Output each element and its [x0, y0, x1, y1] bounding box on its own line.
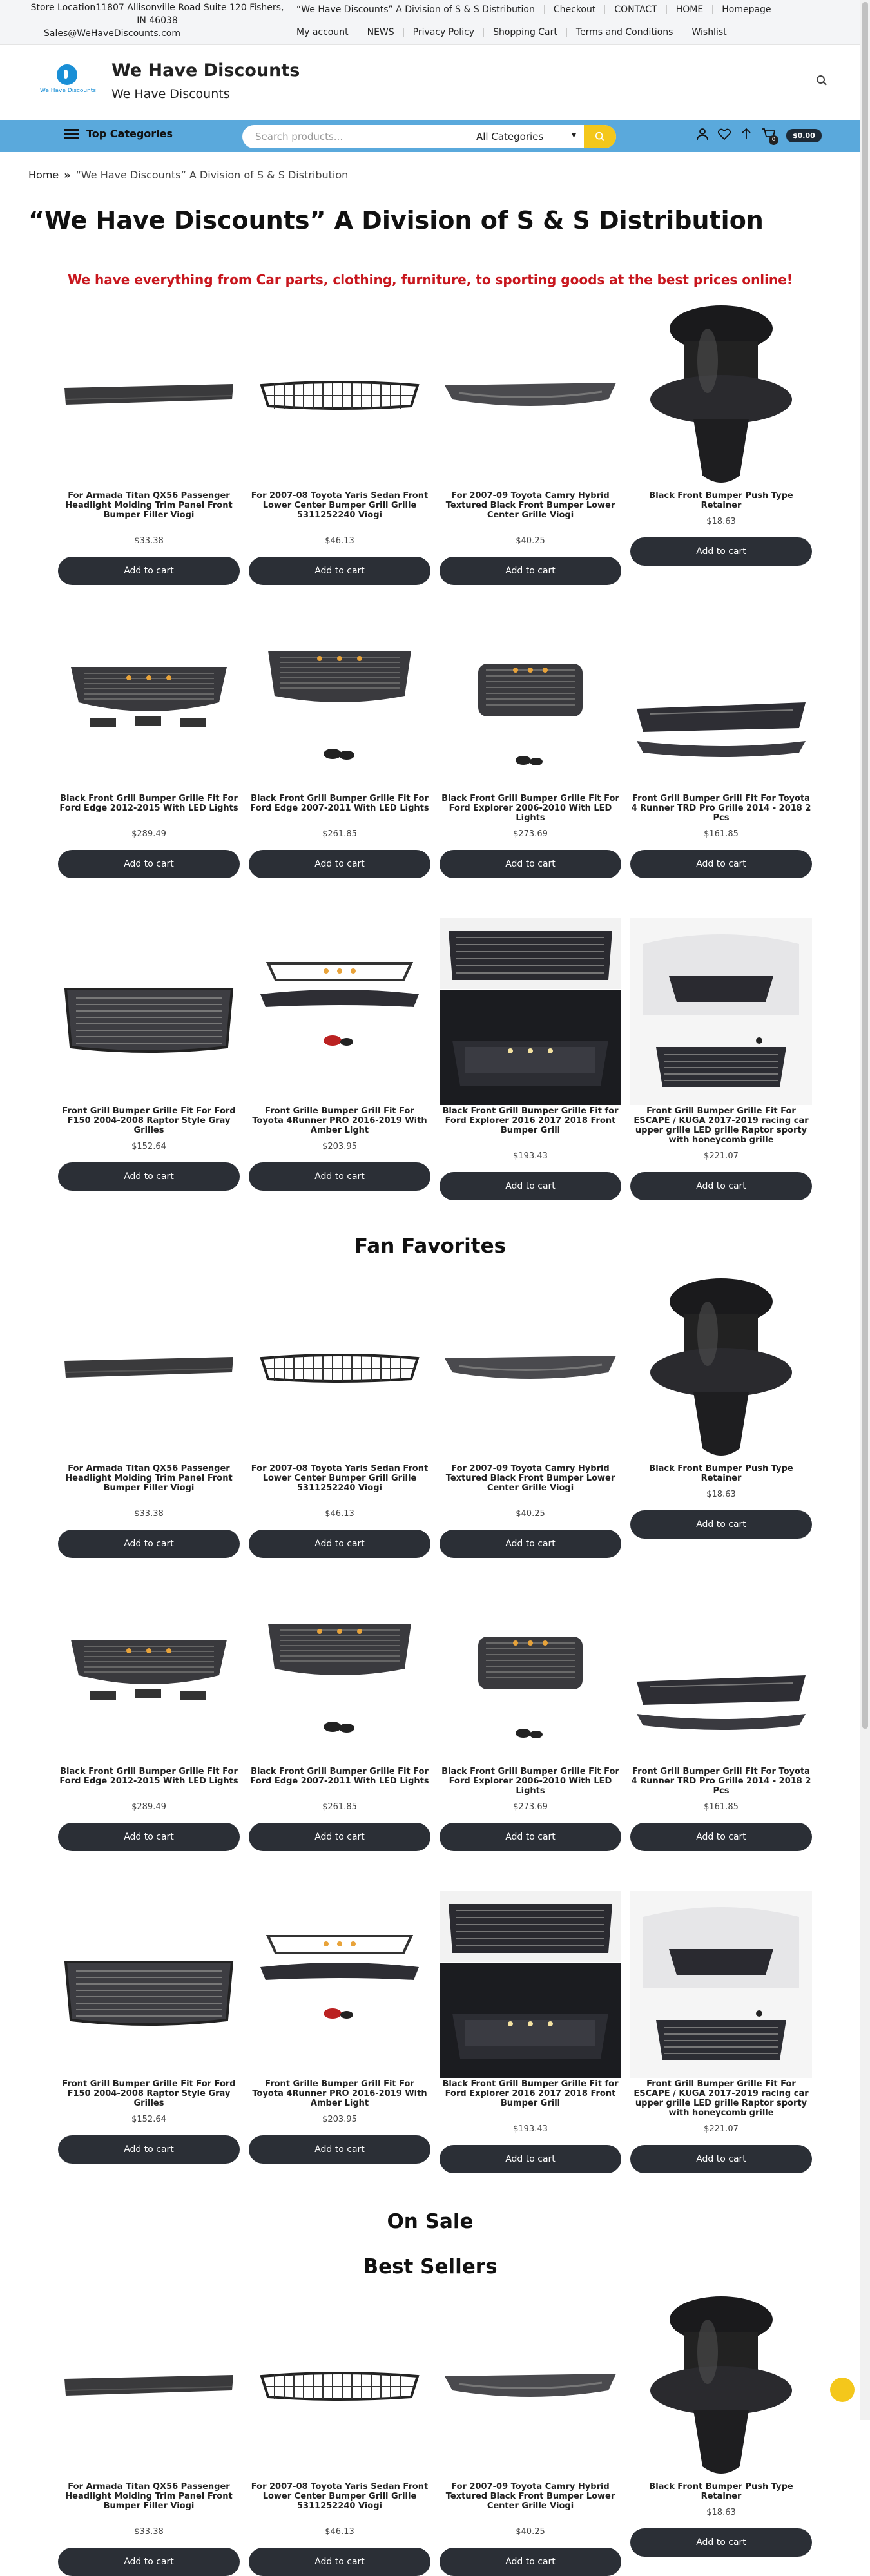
breadcrumb [28, 169, 348, 181]
nav-bar [0, 120, 860, 152]
product-title[interactable]: Front Grill Bumper Grill Fit For Toyota 4 Runner TRD Pro Grille 2014 - 2018 2 Pcs [631, 794, 811, 823]
add-to-cart-button[interactable]: Add to cart [58, 850, 240, 878]
product-image[interactable] [630, 2294, 812, 2481]
product-title[interactable]: Black Front Bumper Push Type Retainer [649, 1464, 793, 1483]
add-to-cart-button[interactable]: Add to cart [58, 2548, 240, 2576]
add-to-cart-button[interactable]: Add to cart [440, 2548, 621, 2576]
menu-icon [64, 129, 79, 139]
add-to-cart-button[interactable]: Add to cart [58, 2135, 240, 2164]
product-price: $46.13 [325, 1509, 354, 1519]
product-price: $46.13 [325, 536, 354, 546]
product-price: $193.43 [513, 1151, 548, 1161]
product-title[interactable]: Black Front Grill Bumper Grille Fit For Ford Edge 2012-2015 With LED Lights [59, 1767, 238, 1786]
product-image[interactable] [440, 303, 621, 490]
add-to-cart-button[interactable]: Add to cart [249, 1162, 430, 1191]
product-title[interactable]: Front Grille Bumper Grill Fit For Toyota 4Runner PRO 2016-2019 With Amber Light [252, 2079, 427, 2108]
site-title[interactable]: We Have Discounts [111, 61, 300, 81]
product-image[interactable] [58, 606, 240, 793]
product-title[interactable]: Black Front Grill Bumper Grille Fit for Ford Explorer 2016 2017 2018 Front Bumper Grill [442, 1106, 619, 1135]
store-tagline: We have everything from Car parts, clothing, furniture, to sporting goods at the best prices online! [68, 272, 793, 287]
add-to-cart-button[interactable]: Add to cart [440, 557, 621, 585]
page-title: “We Have Discounts” A Division of S & S Distribution [28, 206, 764, 235]
cart-count: 0 [769, 135, 778, 145]
top-categories-button[interactable] [64, 128, 173, 140]
product-title[interactable]: For 2007-09 Toyota Camry Hybrid Textured Black Front Bumper Lower Center Grille Viogi [445, 1464, 615, 1493]
header-icons [696, 128, 822, 144]
site-logo[interactable] [40, 63, 96, 101]
product-title[interactable]: Black Front Bumper Push Type Retainer [649, 2482, 793, 2501]
product-price: $261.85 [322, 829, 357, 839]
product-price: $161.85 [704, 1802, 739, 1812]
product-search-form [242, 125, 616, 148]
product-price: $18.63 [706, 517, 736, 526]
top-categories-label: Top Categories [86, 128, 173, 140]
add-to-cart-button[interactable]: Add to cart [249, 1823, 430, 1851]
product-title[interactable]: For Armada Titan QX56 Passenger Headlight Molding Trim Panel Front Bumper Filler Viogi [65, 1464, 233, 1493]
product-image[interactable] [630, 1891, 812, 2078]
top-link-wishlist[interactable]: Wishlist [682, 28, 735, 37]
add-to-cart-button[interactable]: Add to cart [440, 850, 621, 878]
add-to-cart-button[interactable]: Add to cart [249, 2548, 430, 2576]
top-link-homepage[interactable]: Homepage [712, 5, 780, 14]
product-price: $289.49 [131, 829, 166, 839]
product-title[interactable]: Front Grill Bumper Grille Fit For ESCAPE / KUGA 2017-2019 racing car upper grille LED grille Raptor sporty with honeycomb grille [633, 1106, 809, 1145]
top-link-division[interactable]: “We Have Discounts” A Division of S & S Distribution [296, 5, 535, 15]
product-title[interactable]: Black Front Grill Bumper Grille Fit For Ford Edge 2007-2011 With LED Lights [250, 794, 429, 813]
product-title[interactable]: For 2007-08 Toyota Yaris Sedan Front Lower Center Bumper Grill Grille 5311252240 Viogi [251, 491, 429, 520]
page-scrollbar[interactable] [860, 0, 870, 2420]
product-price: $193.43 [513, 2124, 548, 2134]
fan-favorites-heading: Fan Favorites [354, 1235, 507, 1258]
product-price: $152.64 [131, 2115, 166, 2124]
product-title[interactable]: Front Grill Bumper Grille Fit For Ford F150 2004-2008 Raptor Style Gray Grilles [62, 1106, 236, 1135]
product-price: $203.95 [322, 2115, 357, 2124]
product-image[interactable] [630, 1579, 812, 1765]
product-image[interactable] [630, 918, 812, 1105]
product-price: $40.25 [516, 536, 545, 546]
top-links-row-2 [287, 28, 736, 37]
add-to-cart-button[interactable]: Add to cart [249, 2135, 430, 2164]
breadcrumb-home[interactable]: Home [28, 169, 59, 181]
product-image[interactable] [440, 1276, 621, 1463]
product-price: $273.69 [513, 1802, 548, 1812]
site-description: We Have Discounts [111, 87, 230, 101]
add-to-cart-button[interactable]: Add to cart [58, 1530, 240, 1558]
category-select[interactable]: All Categories ▾ [467, 125, 583, 148]
product-title[interactable]: Black Front Grill Bumper Grille Fit For Ford Edge 2007-2011 With LED Lights [250, 1767, 429, 1786]
product-title[interactable]: Black Front Bumper Push Type Retainer [649, 491, 793, 510]
product-price: $289.49 [131, 1802, 166, 1812]
product-image[interactable] [249, 606, 430, 793]
top-link-home[interactable]: HOME [666, 5, 712, 14]
product-price: $33.38 [134, 536, 164, 546]
add-to-cart-button[interactable]: Add to cart [630, 1823, 812, 1851]
product-image[interactable] [249, 303, 430, 490]
product-image[interactable] [249, 2294, 430, 2481]
add-to-cart-button[interactable]: Add to cart [630, 1510, 812, 1539]
product-price: $221.07 [704, 2124, 739, 2134]
top-info-bar [0, 0, 860, 45]
store-email[interactable]: Sales@WeHaveDiscounts.com [44, 28, 181, 39]
product-title[interactable]: Front Grill Bumper Grille Fit For ESCAPE / KUGA 2017-2019 racing car upper grille LED grille Raptor sporty with honeycomb grille [633, 2079, 809, 2118]
add-to-cart-button[interactable]: Add to cart [630, 537, 812, 566]
product-grid-best-sellers [58, 2294, 812, 2567]
header-search-icon[interactable] [816, 75, 827, 90]
product-price: $18.63 [706, 2508, 736, 2517]
add-to-cart-button[interactable]: Add to cart [58, 557, 240, 585]
add-to-cart-button[interactable]: Add to cart [630, 850, 812, 878]
breadcrumb-current: “We Have Discounts” A Division of S & S Distribution [75, 169, 349, 181]
product-title[interactable]: Front Grill Bumper Grille Fit For Ford F150 2004-2008 Raptor Style Gray Grilles [62, 2079, 236, 2108]
product-image[interactable] [440, 918, 621, 1105]
product-image[interactable] [58, 303, 240, 490]
add-to-cart-button[interactable]: Add to cart [249, 1530, 430, 1558]
wishlist-icon[interactable] [718, 128, 731, 144]
logo-text: We Have Discounts [40, 88, 96, 94]
top-links-row-1 [287, 5, 780, 14]
top-link-checkout[interactable]: Checkout [544, 5, 605, 14]
search-input[interactable]: Search products... [255, 131, 343, 142]
add-to-cart-button[interactable]: Add to cart [249, 557, 430, 585]
product-price: $18.63 [706, 1490, 736, 1499]
product-price: $203.95 [322, 1142, 357, 1151]
product-price: $46.13 [325, 2527, 354, 2537]
product-title[interactable]: Front Grill Bumper Grill Fit For Toyota 4 Runner TRD Pro Grille 2014 - 2018 2 Pcs [631, 1767, 811, 1796]
product-price: $273.69 [513, 829, 548, 839]
best-sellers-heading: Best Sellers [363, 2255, 498, 2278]
product-price: $40.25 [516, 2527, 545, 2537]
product-price: $221.07 [704, 1151, 739, 1161]
breadcrumb-separator: » [64, 169, 71, 181]
add-to-cart-button[interactable]: Add to cart [630, 2145, 812, 2173]
product-grid-main [58, 303, 812, 1205]
product-image[interactable] [630, 303, 812, 490]
site-header [0, 45, 860, 120]
product-title[interactable]: Black Front Grill Bumper Grille Fit for Ford Explorer 2016 2017 2018 Front Bumper Grill [442, 2079, 619, 2108]
product-image[interactable] [58, 918, 240, 1105]
top-link-my-account[interactable]: My account [296, 27, 349, 37]
product-price: $33.38 [134, 1509, 164, 1519]
add-to-cart-button[interactable]: Add to cart [440, 2145, 621, 2173]
product-grid-fan-favorites [58, 1276, 812, 2178]
product-title[interactable]: For 2007-09 Toyota Camry Hybrid Textured Black Front Bumper Lower Center Grille Viogi [445, 2482, 615, 2511]
top-link-privacy[interactable]: Privacy Policy [403, 28, 483, 37]
add-to-cart-button[interactable]: Add to cart [630, 1172, 812, 1200]
product-title[interactable]: For Armada Titan QX56 Passenger Headlight Molding Trim Panel Front Bumper Filler Viogi [65, 2482, 233, 2511]
top-link-shopping-cart[interactable]: Shopping Cart [483, 28, 566, 37]
cart-total[interactable]: $0.00 [786, 129, 822, 142]
product-image[interactable] [630, 606, 812, 793]
product-image[interactable] [630, 1276, 812, 1463]
add-to-cart-button[interactable]: Add to cart [630, 2528, 812, 2557]
product-image[interactable] [249, 1276, 430, 1463]
account-icon[interactable] [696, 128, 709, 144]
chat-launcher-button[interactable] [830, 2378, 855, 2402]
product-image[interactable] [440, 1579, 621, 1765]
top-link-news[interactable]: NEWS [358, 28, 403, 37]
product-image[interactable] [58, 1276, 240, 1463]
product-image[interactable] [440, 606, 621, 793]
product-price: $261.85 [322, 1802, 357, 1812]
add-to-cart-button[interactable]: Add to cart [440, 1172, 621, 1200]
product-title[interactable]: Black Front Grill Bumper Grille Fit For Ford Explorer 2006-2010 With LED Lights [441, 794, 619, 823]
product-image[interactable] [58, 2294, 240, 2481]
product-price: $161.85 [704, 829, 739, 839]
add-to-cart-button[interactable]: Add to cart [440, 1530, 621, 1558]
top-link-contact[interactable]: CONTACT [604, 5, 666, 14]
product-image[interactable] [58, 1891, 240, 2078]
product-image[interactable] [58, 1579, 240, 1765]
add-to-cart-button[interactable]: Add to cart [249, 850, 430, 878]
compare-icon[interactable] [740, 128, 753, 144]
product-image[interactable] [249, 1891, 430, 2078]
search-submit-button[interactable] [584, 125, 616, 148]
product-image[interactable] [249, 1579, 430, 1765]
cart-button[interactable] [762, 128, 776, 144]
product-title[interactable]: Black Front Grill Bumper Grille Fit For Ford Explorer 2006-2010 With LED Lights [441, 1767, 619, 1796]
product-title[interactable]: For 2007-08 Toyota Yaris Sedan Front Lower Center Bumper Grill Grille 5311252240 Viogi [251, 2482, 429, 2511]
product-image[interactable] [249, 918, 430, 1105]
store-location [28, 0, 286, 39]
add-to-cart-button[interactable]: Add to cart [440, 1823, 621, 1851]
add-to-cart-button[interactable]: Add to cart [58, 1162, 240, 1191]
scrollbar-thumb[interactable] [862, 2, 868, 1729]
on-sale-heading: On Sale [387, 2210, 474, 2233]
product-image[interactable] [440, 2294, 621, 2481]
product-price: $40.25 [516, 1509, 545, 1519]
product-title[interactable]: For 2007-09 Toyota Camry Hybrid Textured Black Front Bumper Lower Center Grille Viogi [445, 491, 615, 520]
top-link-terms[interactable]: Terms and Conditions [566, 28, 682, 37]
logo-mark [57, 64, 77, 85]
product-price: $152.64 [131, 1142, 166, 1151]
product-image[interactable] [440, 1891, 621, 2078]
add-to-cart-button[interactable]: Add to cart [58, 1823, 240, 1851]
product-title[interactable]: Front Grille Bumper Grill Fit For Toyota 4Runner PRO 2016-2019 With Amber Light [252, 1106, 427, 1135]
product-price: $33.38 [134, 2527, 164, 2537]
store-location-text: Store Location11807 Allisonville Road Suite 120 Fishers, IN 46038 [30, 3, 284, 26]
product-title[interactable]: For Armada Titan QX56 Passenger Headlight Molding Trim Panel Front Bumper Filler Viogi [65, 491, 233, 520]
product-title[interactable]: For 2007-08 Toyota Yaris Sedan Front Lower Center Bumper Grill Grille 5311252240 Viogi [251, 1464, 429, 1493]
product-title[interactable]: Black Front Grill Bumper Grille Fit For Ford Edge 2012-2015 With LED Lights [59, 794, 238, 813]
